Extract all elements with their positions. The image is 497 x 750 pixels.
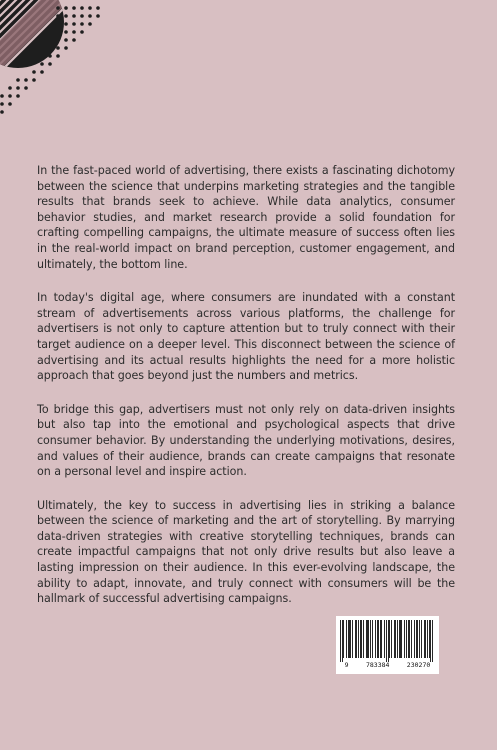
barcode-bar [424,620,425,658]
barcode-bar [350,620,351,658]
barcode-bar [388,620,389,662]
paragraph-1: In the fast-paced world of advertising, there exists a fascinating dichotomy between the science that underpins marketing strategies and the tangible results that brands seek to achieve. While data analytics, consumer behavior studies, and market research provide a solid foundation for crafting compelling campaigns, the ultimate measure of success often lies in the real-world impact on brand perception, customer engagement, and ultimately, the bottom line. [37,164,455,271]
barcode-bar [340,620,341,662]
barcode-bar [361,620,362,658]
barcode-bar [417,620,418,658]
barcode-digit-prefix: 9 [344,661,349,669]
barcode-bar [363,620,364,658]
barcode-bar [408,620,409,658]
barcode-bar [395,620,396,658]
barcode-bar [366,620,367,658]
barcode-bar [425,620,426,658]
barcode-bar [384,620,385,658]
barcode-bar [432,620,433,662]
barcode-bar [406,620,407,658]
barcode-bar [355,620,356,658]
barcode-bar [386,620,387,662]
barcode-bar [346,620,347,658]
barcode-bar [349,620,350,658]
barcode-bar [375,620,376,658]
barcode-bar [399,620,400,658]
barcode-bar [404,620,405,658]
barcode-bar [381,620,382,658]
barcode-bar [421,620,422,658]
barcode-bar [419,620,420,658]
barcode-digits [336,661,439,669]
barcode-bar [352,620,353,658]
barcode-bar [409,620,410,658]
barcode-bar [377,620,378,658]
barcode-bar [367,620,368,658]
barcode-bar [391,620,392,658]
barcode-bar [380,620,381,658]
barcode-bar [389,620,390,658]
barcode-bar [348,620,349,658]
barcode-bar [360,620,361,658]
barcode-bar [401,620,402,658]
barcode-bar [372,620,373,658]
paragraph-4: Ultimately, the key to success in advertising lies in striking a balance between the science of marketing and the art of storytelling. By marrying data-driven strategies with creative storytelling techniques, brands can create impactful campaigns that not only drive results but also leave a lasting impression on their audience. In this ever-evolving landscape, the ability to adapt, innovate, and truly connect with consumers will be the hallmark of successful advertising campaigns. [37,498,455,606]
barcode-bar [358,620,359,658]
barcode-bars [340,620,435,662]
barcode-bar [342,620,343,662]
barcode-bar [397,620,398,658]
barcode-digit-group-2: 230270 [406,661,431,669]
barcode-bar [394,620,395,658]
barcode-digit-group-1: 783384 [365,661,390,669]
barcode-bar [411,620,412,658]
corner-decoration [0,0,120,120]
barcode-bar [429,620,430,658]
barcode-bar [400,620,401,658]
barcode-bar [368,620,369,658]
barcode-bar [378,620,379,658]
back-cover-text [37,163,455,625]
barcode-bar [414,620,415,658]
barcode-bar [343,620,344,658]
isbn-barcode [336,616,439,674]
barcode-bar [430,620,431,662]
barcode-bar [427,620,428,658]
barcode-bar [370,620,371,658]
barcode-bar [356,620,357,658]
barcode-bar [416,620,417,658]
paragraph-2: In today's digital age, where consumers are inundated with a constant stream of advertisements across various platforms, the challenge for advertisers is not only to capture attention but to truly connect with their target audience on a deeper level. This disconnect between the science of advertising and its actual results highlights the need for a more holistic approach that goes beyond just the numbers and metrics. [37,291,455,383]
paragraph-3: To bridge this gap, advertisers must not only rely on data-driven insights but also tap into the emotional and psychological aspects that drive consumer behavior. By understanding the underlying motivations, desires, and values of their audience, brands can create campaigns that resonate on a personal level and inspire action. [37,402,455,479]
